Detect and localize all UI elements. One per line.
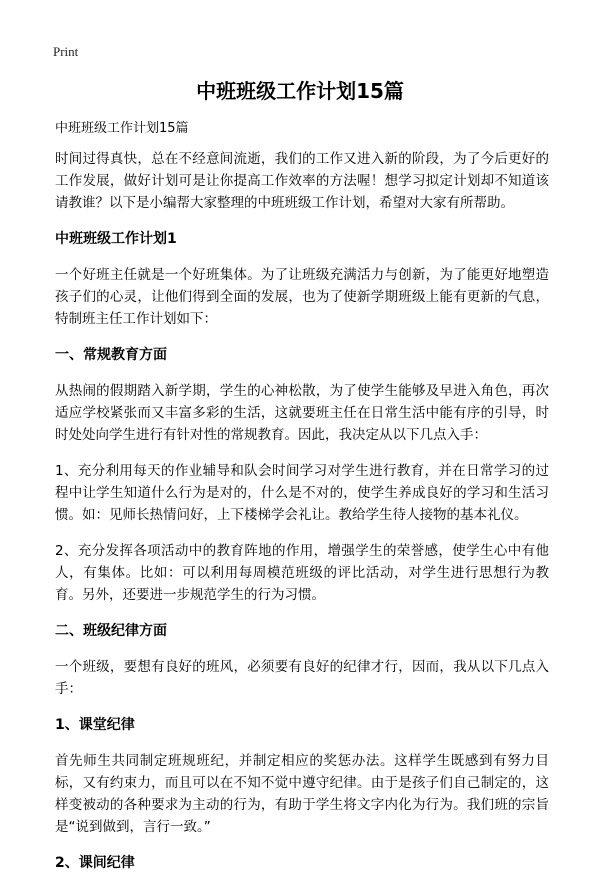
classroom-discipline-paragraph: 首先师生共同制定班规班纪，并制定相应的奖惩办法。这样学生既感到有努力目标，又有约束力，而且可以在不知不觉中遵守纪律。由于是孩子们自己制定的，这样变被动的各种要求为主动的行为，有助于学生将文字内化为行为。我们班的宗旨是“说到做到，言行一致。” — [55, 753, 549, 835]
heading-routine-education: 一、常规教育方面 — [55, 347, 167, 363]
heading-classroom-discipline: 1、课堂纪律 — [55, 717, 135, 733]
routine-item-1: 1、充分利用每天的作业辅导和队会时间学习对学生进行教育，并在日常学习的过程中让学生知道什么行为是对的，什么是不对的，使学生养成良好的学习和生活习惯。如：见师长热情问好，上下楼梯学会礼让。教给学生待人接物的基本礼仪。 — [55, 463, 549, 523]
routine-item-2: 2、充分发挥各项活动中的教育阵地的作用，增强学生的荣誉感，使学生心中有他人，有集体。比如：可以利用每周模范班级的评比活动，对学生进行思想行为教育。另外，还要进一步规范学生的行为习惯。 — [55, 543, 549, 603]
document-subtitle: 中班班级工作计划15篇 — [55, 121, 189, 136]
heading-class-discipline: 二、班级纪律方面 — [55, 623, 167, 639]
document-title: 中班班级工作计划15篇 — [196, 79, 404, 103]
routine-education-paragraph: 从热闹的假期踏入新学期，学生的心神松散，为了使学生能够及早进入角色，再次适应学校紧张而又丰富多彩的生活，这就要班主任在日常生活中能有序的引导，时时处处向学生进行有针对性的常规教育。因此，我决定从以下几点入手： — [55, 383, 549, 443]
document-body — [55, 118, 549, 888]
class-discipline-paragraph: 一个班级，要想有良好的班风，必须要有良好的纪律才行，因而，我从以下几点入手： — [55, 659, 549, 697]
print-link[interactable]: Print — [53, 44, 79, 59]
section-heading-plan-1: 中班班级工作计划1 — [55, 231, 177, 247]
section-1-paragraph: 一个好班主任就是一个好班集体。为了让班级充满活力与创新，为了能更好地塑造孩子们的心灵，让他们得到全面的发展，也为了使新学期班级上能有更新的气息，特制班主任工作计划如下： — [55, 267, 549, 327]
heading-break-discipline: 2、课间纪律 — [55, 855, 135, 871]
intro-paragraph: 时间过得真快，总在不经意间流逝，我们的工作又进入新的阶段，为了今后更好的工作发展，做好计划可是让你提高工作效率的方法喔！想学习拟定计划却不知道该请教谁？以下是小编帮大家整理的中班班级工作计划，希望对大家有所帮助。 — [55, 151, 549, 211]
